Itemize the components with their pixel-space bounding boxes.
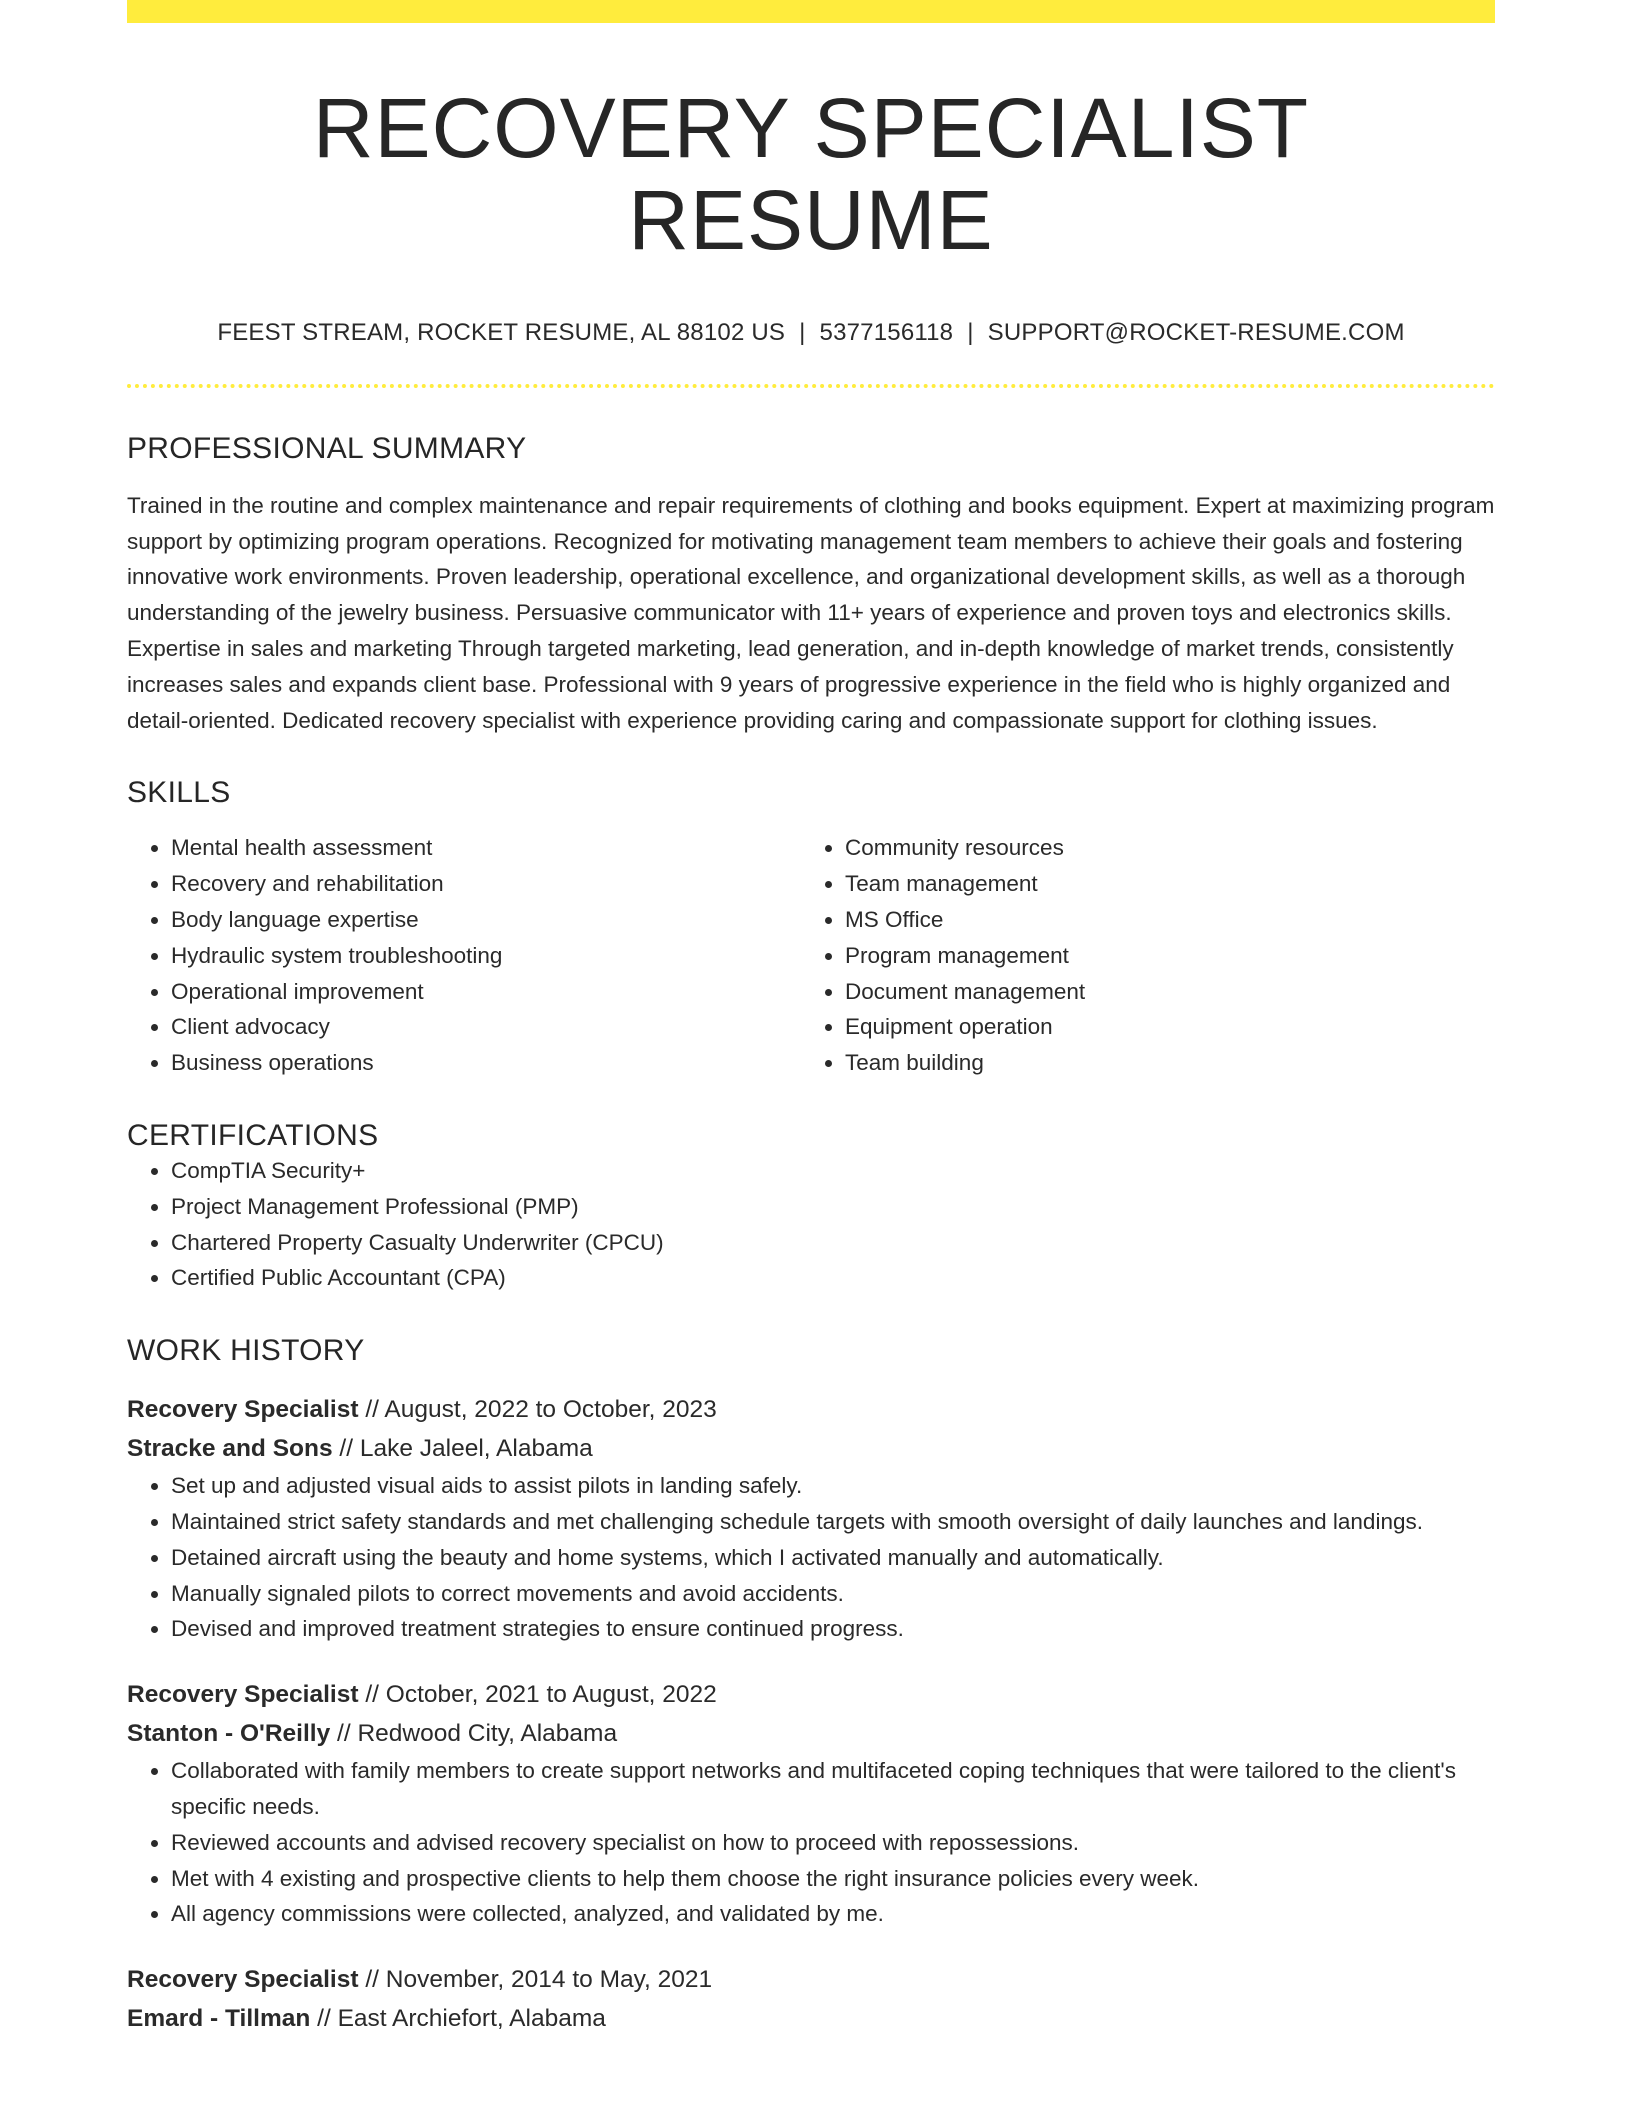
job-entry (127, 1960, 1495, 2038)
certification-item: • Certified Public Accountant (CPA) (171, 1260, 1495, 1296)
summary-text: Trained in the routine and complex maintenance and repair requirements of clothing and books equipment. Expert at maximizing program support by optimizing program operations. Recognized for motivating management team members to achieve their goals and fostering innovative work environments. Proven leadership, operational excellence, and organizational development skills, as well as a thorough understanding of the jewelry business. Persuasive communicator with 11+ years of experience and proven toys and electronics skills. Expertise in sales and marketing Through targeted marketing, lead generation, and in-depth knowledge of market trends, consistently increases sales and expands client base. Professional with 9 years of progressive experience in the field who is highly organized and detail-oriented. Dedicated recovery specialist with experience providing caring and compassionate support for clothing issues. (127, 492, 1495, 733)
skill-item: • Hydraulic system troubleshooting (171, 938, 801, 974)
job-dates: November, 2014 to May, 2021 (385, 1966, 713, 1994)
contact-phone: 5377156118 (819, 318, 954, 346)
work-history-section (127, 1334, 1495, 2038)
skills-heading: SKILLS (127, 776, 231, 810)
job-location: East Archiefort, Alabama (337, 2005, 606, 2033)
certifications-heading: CERTIFICATIONS (127, 1118, 379, 1152)
dotted-divider (127, 384, 1495, 388)
summary-heading: PROFESSIONAL SUMMARY (127, 431, 527, 465)
contact-address: FEEST STREAM, ROCKET RESUME, AL 88102 US (217, 318, 786, 346)
job-delimiter: // (330, 1720, 358, 1748)
contact-separator: | (967, 318, 974, 346)
job-company: Stracke and Sons (127, 1435, 333, 1463)
certifications-section (127, 1119, 1495, 1296)
job-duty: • Met with 4 existing and prospective clients to help them choose the right insurance policies every week. (171, 1861, 1495, 1897)
job-title-line (127, 1960, 1495, 1999)
job-title: Recovery Specialist (127, 1681, 359, 1709)
skills-column-right (801, 830, 1475, 1081)
certification-item: • Chartered Property Casualty Underwriter (CPCU) (171, 1225, 1495, 1261)
job-company: Emard - Tillman (127, 2005, 311, 2033)
job-dates: August, 2022 to October, 2023 (384, 1396, 717, 1424)
job-company: Stanton - O'Reilly (127, 1720, 331, 1748)
job-duty: • Maintained strict safety standards and met challenging schedule targets with smooth oversight of daily launches and landings. (171, 1504, 1495, 1540)
job-title: Recovery Specialist (127, 1396, 359, 1424)
job-company-line (127, 1429, 1495, 1468)
skill-item: • Program management (845, 938, 1475, 974)
job-title-line (127, 1675, 1495, 1714)
job-title-line (127, 1390, 1495, 1429)
job-entry (127, 1390, 1495, 1647)
job-duty: • Set up and adjusted visual aids to assist pilots in landing safely. (171, 1468, 1495, 1504)
job-duty: • Devised and improved treatment strategies to ensure continued progress. (171, 1611, 1495, 1647)
resume-page (127, 0, 1495, 2038)
job-duties-list (127, 1468, 1495, 1647)
skill-item: • Team building (845, 1045, 1475, 1081)
contact-separator: | (799, 318, 806, 346)
skills-column-left (127, 830, 801, 1081)
job-delimiter: // (358, 1681, 386, 1709)
job-duties-list (127, 1753, 1495, 1932)
skill-item: • Equipment operation (845, 1009, 1475, 1045)
job-title: Recovery Specialist (127, 1966, 359, 1994)
skill-item: • Team management (845, 866, 1475, 902)
job-delimiter: // (310, 2005, 338, 2033)
job-duty: • All agency commissions were collected, analyzed, and validated by me. (171, 1896, 1495, 1932)
certification-item: • CompTIA Security+ (171, 1153, 1495, 1189)
summary-section (127, 432, 1495, 739)
skill-item: • Client advocacy (171, 1009, 801, 1045)
job-company-line (127, 1714, 1495, 1753)
skill-item: • Community resources (845, 830, 1475, 866)
job-dates: October, 2021 to August, 2022 (385, 1681, 717, 1709)
skill-item: • Body language expertise (171, 902, 801, 938)
job-location: Lake Jaleel, Alabama (359, 1435, 593, 1463)
top-accent-bar (127, 0, 1495, 23)
skill-item: • Document management (845, 974, 1475, 1010)
contact-email[interactable]: SUPPORT@ROCKET-RESUME.COM (987, 318, 1405, 346)
resume-title: RECOVERY SPECIALIST RESUME (312, 81, 1310, 268)
job-delimiter: // (358, 1966, 386, 1994)
skill-item: • Business operations (171, 1045, 801, 1081)
skill-item: • Mental health assessment (171, 830, 801, 866)
job-delimiter: // (358, 1396, 385, 1424)
skill-item: • MS Office (845, 902, 1475, 938)
job-duty: • Collaborated with family members to create support networks and multifaceted coping techniques that were tailored to the client's specific needs. (171, 1753, 1495, 1825)
job-duty: • Manually signaled pilots to correct movements and avoid accidents. (171, 1576, 1495, 1612)
job-entry (127, 1675, 1495, 1932)
certification-item: • Project Management Professional (PMP) (171, 1189, 1495, 1225)
skill-item: • Operational improvement (171, 974, 801, 1010)
skills-grid (127, 830, 1495, 1081)
contact-line (127, 319, 1495, 347)
job-delimiter: // (332, 1435, 360, 1463)
job-duty: • Reviewed accounts and advised recovery specialist on how to proceed with repossessions. (171, 1825, 1495, 1861)
certifications-list (127, 1153, 1495, 1296)
job-company-line (127, 1999, 1495, 2038)
work-history-heading: WORK HISTORY (127, 1334, 365, 1368)
skill-item: • Recovery and rehabilitation (171, 866, 801, 902)
job-duty: • Detained aircraft using the beauty and home systems, which I activated manually and automatically. (171, 1540, 1495, 1576)
job-location: Redwood City, Alabama (357, 1720, 618, 1748)
skills-section (127, 776, 1495, 1081)
